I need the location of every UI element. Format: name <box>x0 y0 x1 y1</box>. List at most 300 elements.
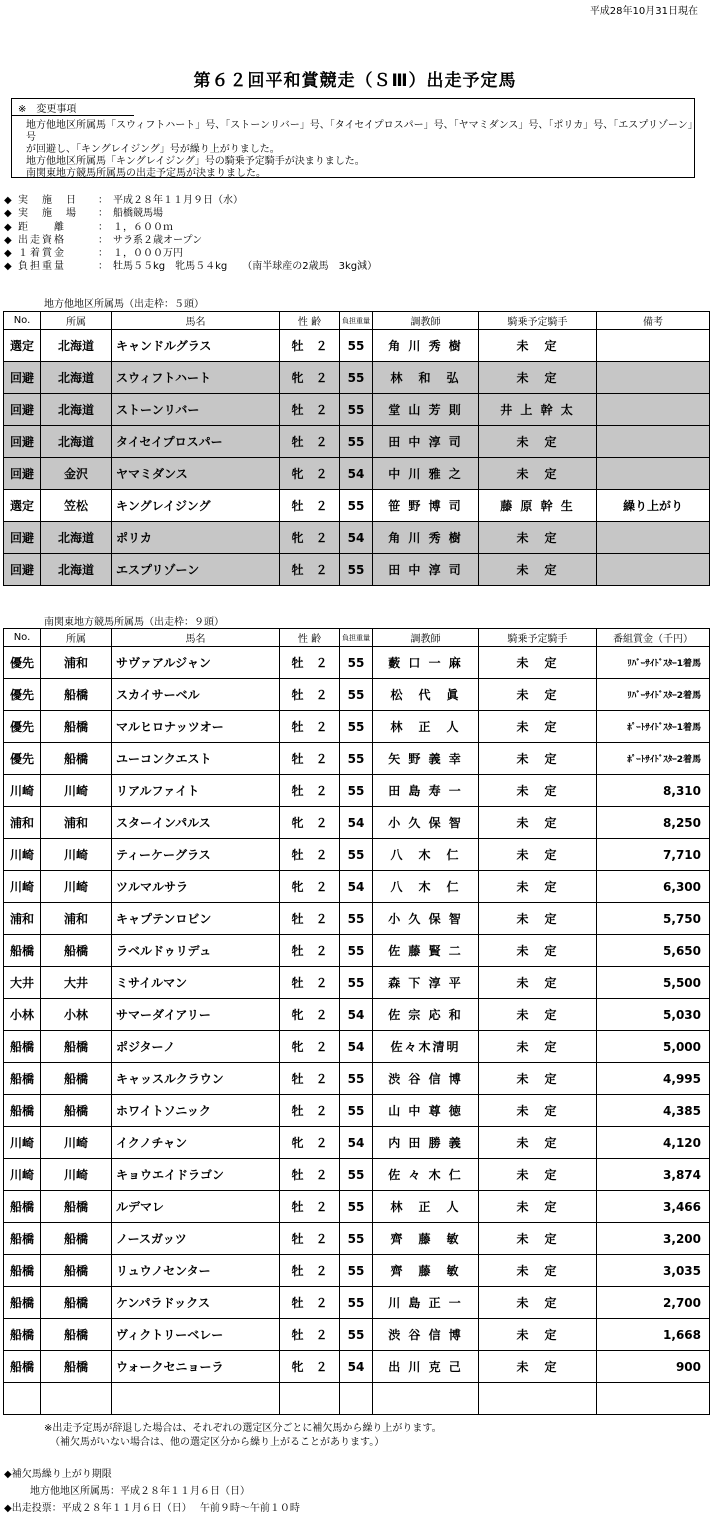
cell-sex-age: 牡 ２ <box>280 394 340 426</box>
cell-prize: ﾎﾟｰﾄｻｲﾄﾞｽﾀｰ2着馬 <box>597 743 710 775</box>
cell-sex-age: 牝 ２ <box>280 1031 340 1063</box>
cell-trainer: 田 島 寿 一 <box>373 775 479 807</box>
table-row <box>4 362 710 394</box>
cell-note <box>597 362 710 394</box>
table-row <box>4 554 710 586</box>
cell-trainer: 小 久 保 智 <box>373 807 479 839</box>
cell-weight: 55 <box>340 1223 373 1255</box>
cell-prize: 8,310 <box>597 775 710 807</box>
cell-club: 浦和 <box>41 903 112 935</box>
cell-empty <box>340 1383 373 1415</box>
cell-no: 船橋 <box>4 1319 41 1351</box>
cell-trainer: 田 中 淳 司 <box>373 554 479 586</box>
cell-trainer: 中 川 雅 之 <box>373 458 479 490</box>
cell-horse: ウォークセニョーラ <box>112 1351 280 1383</box>
cell-club: 小林 <box>41 999 112 1031</box>
cell-trainer: 田 中 淳 司 <box>373 426 479 458</box>
cell-jockey: 未 定 <box>479 1255 597 1287</box>
cell-sex-age: 牝 ２ <box>280 1351 340 1383</box>
cell-horse: ポジターノ <box>112 1031 280 1063</box>
cell-trainer: 森 下 淳 平 <box>373 967 479 999</box>
cell-trainer: 佐々木清明 <box>373 1031 479 1063</box>
cell-prize: 3,200 <box>597 1223 710 1255</box>
cell-horse: ホワイトソニック <box>112 1095 280 1127</box>
cell-club: 浦和 <box>41 807 112 839</box>
table-row <box>4 458 710 490</box>
cell-club: 川崎 <box>41 1159 112 1191</box>
cell-prize: 1,668 <box>597 1319 710 1351</box>
column-header: 馬名 <box>112 629 280 647</box>
cell-jockey: 未 定 <box>479 1351 597 1383</box>
cell-no: 回避 <box>4 394 41 426</box>
cell-club: 船橋 <box>41 935 112 967</box>
section2-title: 南関東地方競馬所属馬（出走枠：９頭） <box>44 617 224 628</box>
cell-empty <box>479 1383 597 1415</box>
cell-prize: 2,700 <box>597 1287 710 1319</box>
cell-trainer: 角 川 秀 樹 <box>373 522 479 554</box>
page-title: 第６２回平和賞競走（ＳⅢ）出走予定馬 <box>193 71 517 91</box>
cell-jockey: 未 定 <box>479 871 597 903</box>
cell-horse: ユーコンクエスト <box>112 743 280 775</box>
cell-club: 大井 <box>41 967 112 999</box>
cell-horse: リュウノセンター <box>112 1255 280 1287</box>
table-row <box>4 1191 710 1223</box>
cell-sex-age: 牡 ２ <box>280 1063 340 1095</box>
column-header: 馬名 <box>112 312 280 330</box>
cell-jockey: 未 定 <box>479 647 597 679</box>
table-row <box>4 647 710 679</box>
table-row <box>4 330 710 362</box>
cell-club: 浦和 <box>41 647 112 679</box>
cell-trainer: 藪 口 一 麻 <box>373 647 479 679</box>
table-row <box>4 1351 710 1383</box>
cell-sex-age: 牡 ２ <box>280 1095 340 1127</box>
cell-club: 船橋 <box>41 1255 112 1287</box>
info-row <box>4 260 377 273</box>
cell-horse: スターインパルス <box>112 807 280 839</box>
cell-trainer: 角 川 秀 樹 <box>373 330 479 362</box>
cell-sex-age: 牡 ２ <box>280 490 340 522</box>
cell-note: 繰り上がり <box>597 490 710 522</box>
info-bullet: ◆ <box>4 261 12 273</box>
table-row <box>4 1095 710 1127</box>
cell-prize: ﾎﾟｰﾄｻｲﾄﾞｽﾀｰ1着馬 <box>597 711 710 743</box>
cell-sex-age: 牝 ２ <box>280 522 340 554</box>
cell-prize: 8,250 <box>597 807 710 839</box>
cell-weight: 55 <box>340 426 373 458</box>
cell-no: 小林 <box>4 999 41 1031</box>
cell-trainer: 佐 宗 応 和 <box>373 999 479 1031</box>
cell-empty <box>597 1383 710 1415</box>
table-row <box>4 1063 710 1095</box>
cell-prize: 5,000 <box>597 1031 710 1063</box>
cell-horse: ルデマレ <box>112 1191 280 1223</box>
cell-club: 北海道 <box>41 522 112 554</box>
cell-weight: 55 <box>340 1287 373 1319</box>
cell-club: 船橋 <box>41 679 112 711</box>
cell-jockey: 未 定 <box>479 362 597 394</box>
info-value: ： 平成２８年１１月９日（水） <box>98 195 243 206</box>
column-header: No. <box>4 629 41 647</box>
column-header: 負担重量 <box>340 629 373 647</box>
cell-trainer: 内 田 勝 義 <box>373 1127 479 1159</box>
cell-sex-age: 牝 ２ <box>280 871 340 903</box>
cell-no: 優先 <box>4 711 41 743</box>
info-row <box>4 194 377 207</box>
cell-club: 船橋 <box>41 1191 112 1223</box>
cell-trainer: 松 代 眞 <box>373 679 479 711</box>
cell-sex-age: 牡 ２ <box>280 1191 340 1223</box>
cell-no: 船橋 <box>4 1031 41 1063</box>
cell-trainer: 渋 谷 信 博 <box>373 1063 479 1095</box>
column-header: 性 齢 <box>280 312 340 330</box>
cell-horse: スカイサーベル <box>112 679 280 711</box>
cell-sex-age: 牡 ２ <box>280 426 340 458</box>
cell-club: 北海道 <box>41 330 112 362</box>
cell-weight: 54 <box>340 807 373 839</box>
table-row-empty <box>4 1383 710 1415</box>
cell-horse: ノースガッツ <box>112 1223 280 1255</box>
cell-no: 浦和 <box>4 807 41 839</box>
cell-weight: 55 <box>340 394 373 426</box>
info-label: 負担重量 <box>18 261 66 273</box>
cell-weight: 55 <box>340 1319 373 1351</box>
cell-sex-age: 牡 ２ <box>280 330 340 362</box>
cell-no: 回避 <box>4 426 41 458</box>
cell-sex-age: 牡 ２ <box>280 647 340 679</box>
table-row <box>4 903 710 935</box>
cell-horse: リアルファイト <box>112 775 280 807</box>
table-row <box>4 490 710 522</box>
column-header: 調教師 <box>373 629 479 647</box>
cell-note <box>597 554 710 586</box>
cell-weight: 55 <box>340 935 373 967</box>
cell-horse: キョウエイドラゴン <box>112 1159 280 1191</box>
cell-sex-age: 牡 ２ <box>280 1159 340 1191</box>
cell-trainer: 林 正 人 <box>373 711 479 743</box>
cell-no: 川崎 <box>4 1159 41 1191</box>
cell-club: 川崎 <box>41 1127 112 1159</box>
cell-no: 川崎 <box>4 775 41 807</box>
table-row <box>4 1287 710 1319</box>
cell-club: 北海道 <box>41 362 112 394</box>
column-header: 所属 <box>41 312 112 330</box>
cell-weight: 55 <box>340 1095 373 1127</box>
deadline-block <box>4 1466 300 1517</box>
cell-jockey: 未 定 <box>479 1063 597 1095</box>
table-row <box>4 775 710 807</box>
info-bullet: ◆ <box>4 221 12 233</box>
cell-no: 船橋 <box>4 1287 41 1319</box>
cell-weight: 55 <box>340 362 373 394</box>
cell-horse: エスプリゾーン <box>112 554 280 586</box>
cell-weight: 55 <box>340 1191 373 1223</box>
cell-club: 北海道 <box>41 394 112 426</box>
cell-sex-age: 牝 ２ <box>280 807 340 839</box>
cell-no: 船橋 <box>4 1255 41 1287</box>
cell-jockey: 未 定 <box>479 554 597 586</box>
notice-line: 地方他地区所属馬「スウィフトハート」号、「ストーンリバー」号、「タイセイプロスパー」号、「ヤマミダンス」号、「ポリカ」号、「エスプリゾーン」号 <box>26 120 693 143</box>
info-bullet: ◆ <box>4 208 12 220</box>
cell-horse: サマーダイアリー <box>112 999 280 1031</box>
info-bullet: ◆ <box>4 248 12 260</box>
cell-club: 川崎 <box>41 775 112 807</box>
cell-note <box>597 394 710 426</box>
cell-trainer: 林 正 人 <box>373 1191 479 1223</box>
cell-club: 笠松 <box>41 490 112 522</box>
cell-prize: 4,120 <box>597 1127 710 1159</box>
cell-sex-age: 牡 ２ <box>280 903 340 935</box>
footnotes <box>44 1422 442 1450</box>
cell-weight: 55 <box>340 554 373 586</box>
cell-club: 船橋 <box>41 1287 112 1319</box>
cell-weight: 55 <box>340 330 373 362</box>
cell-weight: 55 <box>340 647 373 679</box>
cell-sex-age: 牡 ２ <box>280 554 340 586</box>
column-header: 所属 <box>41 629 112 647</box>
cell-prize: 5,650 <box>597 935 710 967</box>
info-label: 距 離 <box>18 221 66 233</box>
cell-weight: 55 <box>340 967 373 999</box>
cell-weight: 54 <box>340 871 373 903</box>
cell-sex-age: 牝 ２ <box>280 999 340 1031</box>
table-row <box>4 1319 710 1351</box>
cell-prize: 4,995 <box>597 1063 710 1095</box>
footnote-line: ※出走予定馬が辞退した場合は、それぞれの選定区分ごとに補欠馬から繰り上がります。 <box>44 1423 442 1434</box>
cell-sex-age: 牡 ２ <box>280 743 340 775</box>
cell-horse: ツルマルサラ <box>112 871 280 903</box>
cell-jockey: 未 定 <box>479 807 597 839</box>
cell-weight: 55 <box>340 711 373 743</box>
table-row <box>4 522 710 554</box>
cell-trainer: 笹 野 博 司 <box>373 490 479 522</box>
cell-no: 船橋 <box>4 935 41 967</box>
cell-weight: 54 <box>340 999 373 1031</box>
cell-jockey: 未 定 <box>479 935 597 967</box>
deadline-title: ◆補欠馬繰り上がり期限 <box>4 1469 112 1480</box>
cell-horse: ポリカ <box>112 522 280 554</box>
table-row <box>4 1223 710 1255</box>
cell-club: 金沢 <box>41 458 112 490</box>
cell-jockey: 井 上 幹 太 <box>479 394 597 426</box>
cell-prize: ﾘﾊﾞｰｻｲﾄﾞｽﾀｰ2着馬 <box>597 679 710 711</box>
section1-title: 地方他地区所属馬（出走枠：５頭） <box>44 299 204 310</box>
cell-jockey: 未 定 <box>479 999 597 1031</box>
cell-jockey: 未 定 <box>479 426 597 458</box>
notice-line: 南関東地方競馬所属馬の出走予定馬が決まりました。 <box>26 168 266 179</box>
cell-weight: 54 <box>340 1351 373 1383</box>
cell-sex-age: 牡 ２ <box>280 711 340 743</box>
info-row <box>4 234 377 247</box>
cell-weight: 54 <box>340 1127 373 1159</box>
cell-horse: ケンパラドックス <box>112 1287 280 1319</box>
cell-note <box>597 458 710 490</box>
cell-trainer: 小 久 保 智 <box>373 903 479 935</box>
cell-no: 選定 <box>4 490 41 522</box>
cell-horse: ティーケーグラス <box>112 839 280 871</box>
report-date: 平成28年10月31日現在 <box>589 6 698 17</box>
table-row <box>4 679 710 711</box>
info-label: 実 施 日 <box>18 195 78 206</box>
table-row <box>4 935 710 967</box>
cell-jockey: 未 定 <box>479 679 597 711</box>
table-row <box>4 999 710 1031</box>
cell-club: 船橋 <box>41 1351 112 1383</box>
info-value: ： １，０００万円 <box>98 248 183 260</box>
table-row <box>4 426 710 458</box>
cell-no: 船橋 <box>4 1191 41 1223</box>
cell-no: 回避 <box>4 554 41 586</box>
cell-no: 優先 <box>4 679 41 711</box>
cell-club: 船橋 <box>41 711 112 743</box>
cell-no: 川崎 <box>4 871 41 903</box>
cell-trainer: 林 和 弘 <box>373 362 479 394</box>
cell-jockey: 未 定 <box>479 522 597 554</box>
cell-trainer: 齊 藤 敏 <box>373 1255 479 1287</box>
vote-info: ◆出走投票：平成２８年１１月６日（日） 午前９時～午前１０時 <box>4 1503 300 1514</box>
cell-prize: ﾘﾊﾞｰｻｲﾄﾞｽﾀｰ1着馬 <box>597 647 710 679</box>
cell-horse: ヤマミダンス <box>112 458 280 490</box>
table-row <box>4 394 710 426</box>
cell-horse: キャッスルクラウン <box>112 1063 280 1095</box>
cell-jockey: 未 定 <box>479 1095 597 1127</box>
table-row <box>4 839 710 871</box>
info-value: ： 牡馬５５kg 牝馬５４kg （南半球産の2歳馬 3kg減） <box>98 261 378 273</box>
cell-jockey: 未 定 <box>479 1191 597 1223</box>
cell-empty <box>112 1383 280 1415</box>
cell-prize: 5,030 <box>597 999 710 1031</box>
cell-no: 大井 <box>4 967 41 999</box>
cell-jockey: 未 定 <box>479 903 597 935</box>
cell-trainer: 堂 山 芳 則 <box>373 394 479 426</box>
cell-no: 船橋 <box>4 1063 41 1095</box>
cell-horse: キャンドルグラス <box>112 330 280 362</box>
cell-weight: 55 <box>340 490 373 522</box>
cell-jockey: 未 定 <box>479 1159 597 1191</box>
cell-jockey: 未 定 <box>479 458 597 490</box>
cell-sex-age: 牝 ２ <box>280 1127 340 1159</box>
cell-trainer: 八 木 仁 <box>373 839 479 871</box>
cell-no: 優先 <box>4 647 41 679</box>
cell-prize: 3,874 <box>597 1159 710 1191</box>
info-label: １着賞金 <box>18 248 66 260</box>
cell-horse: キングレイジング <box>112 490 280 522</box>
cell-horse: タイセイプロスパー <box>112 426 280 458</box>
cell-weight: 55 <box>340 903 373 935</box>
cell-club: 川崎 <box>41 871 112 903</box>
cell-weight: 55 <box>340 679 373 711</box>
cell-horse: ミサイルマン <box>112 967 280 999</box>
info-label: 出走資格 <box>18 234 66 246</box>
cell-club: 船橋 <box>41 1319 112 1351</box>
cell-horse: ヴィクトリーベレー <box>112 1319 280 1351</box>
cell-weight: 54 <box>340 1031 373 1063</box>
cell-trainer: 矢 野 義 幸 <box>373 743 479 775</box>
change-notice-box <box>11 98 695 178</box>
cell-club: 船橋 <box>41 1223 112 1255</box>
cell-jockey: 未 定 <box>479 330 597 362</box>
column-header: 調教師 <box>373 312 479 330</box>
info-row <box>4 247 377 260</box>
info-row <box>4 207 377 220</box>
cell-note <box>597 426 710 458</box>
cell-note <box>597 330 710 362</box>
cell-jockey: 未 定 <box>479 1223 597 1255</box>
info-bullet: ◆ <box>4 234 12 246</box>
cell-prize: 3,035 <box>597 1255 710 1287</box>
table-row <box>4 871 710 903</box>
section1-table <box>3 311 710 586</box>
footnote-line: （補欠馬がいない場合は、他の選定区分から繰り上がることがあります。） <box>50 1437 385 1448</box>
cell-horse: キャプテンロビン <box>112 903 280 935</box>
cell-horse: サヴァアルジャン <box>112 647 280 679</box>
cell-sex-age: 牡 ２ <box>280 1223 340 1255</box>
cell-weight: 54 <box>340 458 373 490</box>
cell-sex-age: 牡 ２ <box>280 1287 340 1319</box>
cell-jockey: 未 定 <box>479 1031 597 1063</box>
cell-jockey: 未 定 <box>479 775 597 807</box>
table-row <box>4 1031 710 1063</box>
cell-no: 川崎 <box>4 1127 41 1159</box>
info-label: 実 施 場 <box>18 208 78 220</box>
table-row <box>4 1127 710 1159</box>
cell-no: 船橋 <box>4 1095 41 1127</box>
cell-trainer: 渋 谷 信 博 <box>373 1319 479 1351</box>
cell-jockey: 未 定 <box>479 839 597 871</box>
cell-no: 浦和 <box>4 903 41 935</box>
cell-club: 川崎 <box>41 839 112 871</box>
info-row <box>4 221 377 234</box>
cell-trainer: 佐 々 木 仁 <box>373 1159 479 1191</box>
cell-jockey: 藤 原 幹 生 <box>479 490 597 522</box>
cell-sex-age: 牝 ２ <box>280 458 340 490</box>
cell-sex-age: 牡 ２ <box>280 935 340 967</box>
cell-jockey: 未 定 <box>479 1127 597 1159</box>
cell-empty <box>41 1383 112 1415</box>
table-row <box>4 743 710 775</box>
column-header: No. <box>4 312 41 330</box>
cell-horse: マルヒロナッツオー <box>112 711 280 743</box>
table-row <box>4 967 710 999</box>
cell-no: 選定 <box>4 330 41 362</box>
cell-trainer: 八 木 仁 <box>373 871 479 903</box>
cell-sex-age: 牡 ２ <box>280 839 340 871</box>
cell-trainer: 山 中 尊 徳 <box>373 1095 479 1127</box>
cell-empty <box>280 1383 340 1415</box>
cell-jockey: 未 定 <box>479 967 597 999</box>
cell-prize: 900 <box>597 1351 710 1383</box>
cell-jockey: 未 定 <box>479 1287 597 1319</box>
column-header: 備考 <box>597 312 710 330</box>
cell-trainer: 齊 藤 敏 <box>373 1223 479 1255</box>
cell-sex-age: 牡 ２ <box>280 1255 340 1287</box>
section2-table <box>3 628 710 1415</box>
cell-note <box>597 522 710 554</box>
cell-club: 船橋 <box>41 1095 112 1127</box>
cell-prize: 4,385 <box>597 1095 710 1127</box>
cell-weight: 55 <box>340 839 373 871</box>
cell-club: 北海道 <box>41 426 112 458</box>
cell-prize: 5,750 <box>597 903 710 935</box>
cell-club: 船橋 <box>41 1031 112 1063</box>
cell-weight: 55 <box>340 1063 373 1095</box>
deadline-value: 地方他地区所属馬：平成２８年１１月６日（日） <box>30 1486 250 1497</box>
cell-empty <box>4 1383 41 1415</box>
table-row <box>4 807 710 839</box>
cell-sex-age: 牡 ２ <box>280 1319 340 1351</box>
cell-weight: 55 <box>340 775 373 807</box>
table-row <box>4 1255 710 1287</box>
